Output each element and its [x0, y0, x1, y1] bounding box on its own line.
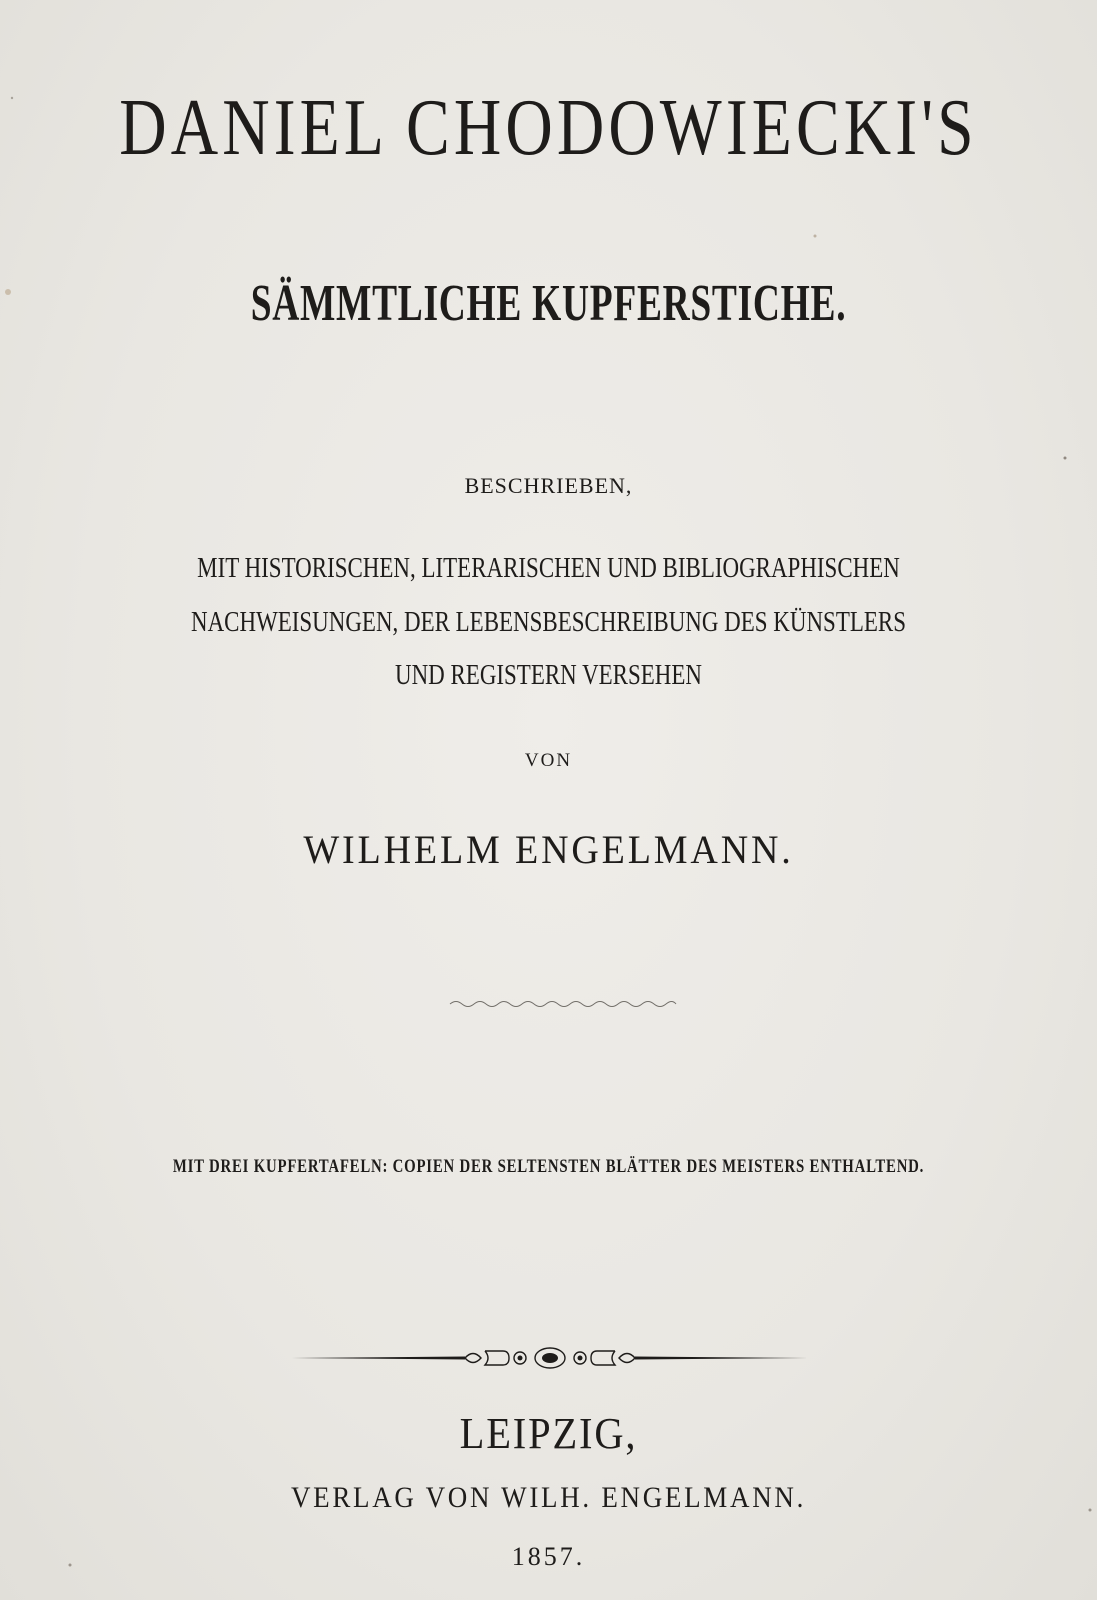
- book-title: DANIEL CHODOWIECKI'S: [119, 84, 978, 172]
- publication-year: 1857.: [511, 1542, 586, 1571]
- plates-note: MIT DREI KUPFERTAFELN: COPIEN DER SELTENSTEN BLÄTTER DES MEISTERS ENTHALTEND.: [172, 1156, 925, 1177]
- author-name: WILHELM ENGELMANN.: [303, 827, 794, 872]
- by-label: VON: [524, 750, 573, 771]
- book-subtitle: SÄMMTLICHE KUPFERSTICHE.: [250, 275, 847, 332]
- publisher: VERLAG VON WILH. ENGELMANN.: [290, 1481, 807, 1514]
- description-line: MIT HISTORISCHEN, LITERARISCHEN UND BIBLIOGRAPHISCHEN: [197, 553, 900, 584]
- described-label: BESCHRIEBEN,: [464, 473, 633, 498]
- ornamental-divider-icon: [290, 1338, 810, 1378]
- publication-place: LEIPZIG,: [459, 1409, 638, 1458]
- description-line: UND REGISTERN VERSEHEN: [394, 660, 702, 691]
- description-line: NACHWEISUNGEN, DER LEBENSBESCHREIBUNG DES KÜNSTLERS: [191, 607, 906, 638]
- wavy-rule-icon: [448, 995, 678, 1011]
